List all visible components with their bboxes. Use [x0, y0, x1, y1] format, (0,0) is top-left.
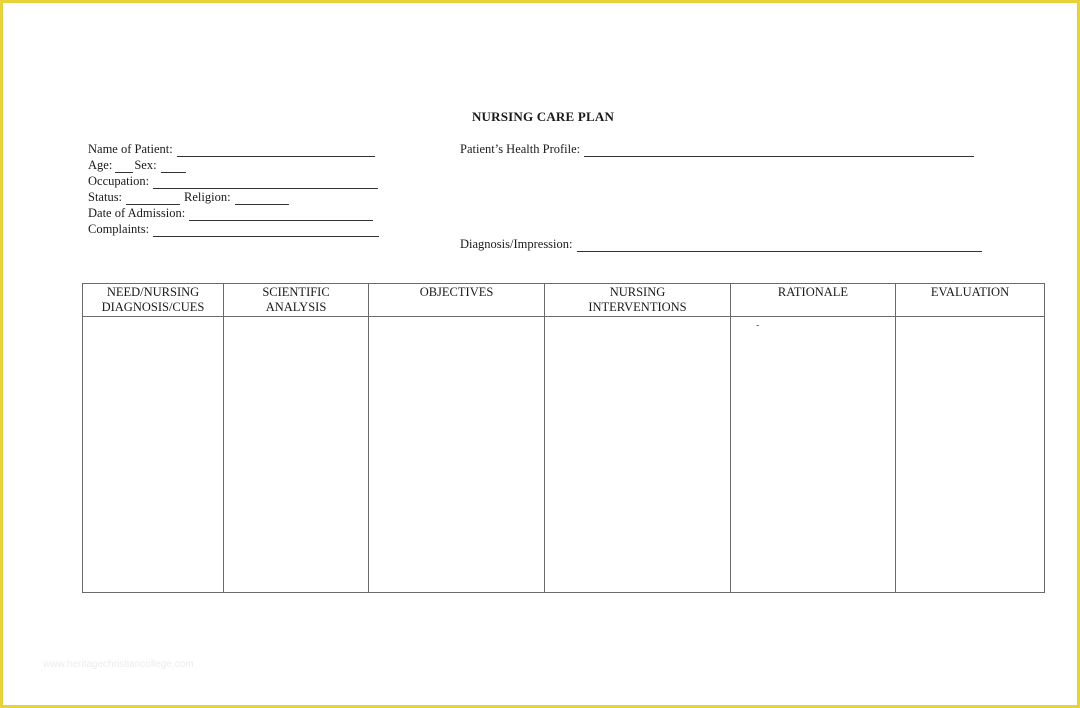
column-nursing-interventions[interactable]	[545, 284, 731, 592]
column-header-line2: DIAGNOSIS/CUES	[101, 300, 205, 314]
column-scientific-analysis[interactable]	[224, 284, 369, 592]
diagnosis-impression-field[interactable]	[460, 236, 986, 252]
column-header-line2: INTERVENTIONS	[588, 300, 687, 314]
diagnosis-impression-label: Diagnosis/Impression:	[460, 237, 573, 251]
column-objectives[interactable]	[369, 284, 545, 592]
age-sex-field[interactable]	[88, 157, 190, 173]
sex-blank[interactable]	[161, 161, 186, 173]
column-header-line1: SCIENTIFIC	[262, 285, 330, 299]
stray-mark: -	[756, 320, 760, 331]
column-evaluation[interactable]	[896, 284, 1044, 592]
occupation-label: Occupation:	[88, 174, 150, 188]
religion-blank[interactable]	[235, 193, 289, 205]
column-header	[545, 285, 730, 315]
column-header	[83, 285, 223, 315]
column-header	[224, 285, 368, 315]
sex-label: Sex:	[134, 158, 157, 172]
religion-label: Religion:	[184, 190, 231, 204]
column-header	[896, 285, 1044, 300]
column-header-line1: NEED/NURSING	[106, 285, 200, 299]
diagnosis-impression-blank[interactable]	[577, 240, 982, 252]
status-religion-field[interactable]	[88, 189, 293, 205]
name-of-patient-label: Name of Patient:	[88, 142, 173, 156]
name-of-patient-field[interactable]	[88, 141, 379, 157]
occupation-field[interactable]	[88, 173, 382, 189]
age-blank[interactable]	[115, 161, 133, 173]
health-profile-field[interactable]	[460, 141, 978, 157]
health-profile-blank[interactable]	[584, 145, 974, 157]
complaints-blank[interactable]	[153, 225, 379, 237]
status-blank[interactable]	[126, 193, 180, 205]
watermark-text: www.heritagechristiancollege.com	[43, 659, 194, 670]
complaints-field[interactable]	[88, 221, 383, 237]
care-plan-table	[82, 283, 1045, 593]
column-need-nursing-diagnosis[interactable]	[83, 284, 224, 592]
date-of-admission-field[interactable]	[88, 205, 377, 221]
column-header-line1: OBJECTIVES	[419, 285, 494, 299]
column-header-line1: RATIONALE	[777, 285, 849, 299]
column-header	[369, 285, 544, 300]
column-header	[731, 285, 895, 300]
column-header-line2: ANALYSIS	[265, 300, 327, 314]
column-header-line1: EVALUATION	[930, 285, 1010, 299]
name-of-patient-blank[interactable]	[177, 145, 375, 157]
date-of-admission-blank[interactable]	[189, 209, 373, 221]
document-title: NURSING CARE PLAN	[471, 109, 615, 124]
age-label: Age:	[88, 158, 113, 172]
occupation-blank[interactable]	[153, 177, 378, 189]
column-header-line1: NURSING	[609, 285, 666, 299]
status-label: Status:	[88, 190, 123, 204]
health-profile-label: Patient’s Health Profile:	[460, 142, 581, 156]
date-of-admission-label: Date of Admission:	[88, 206, 186, 220]
complaints-label: Complaints:	[88, 222, 150, 236]
